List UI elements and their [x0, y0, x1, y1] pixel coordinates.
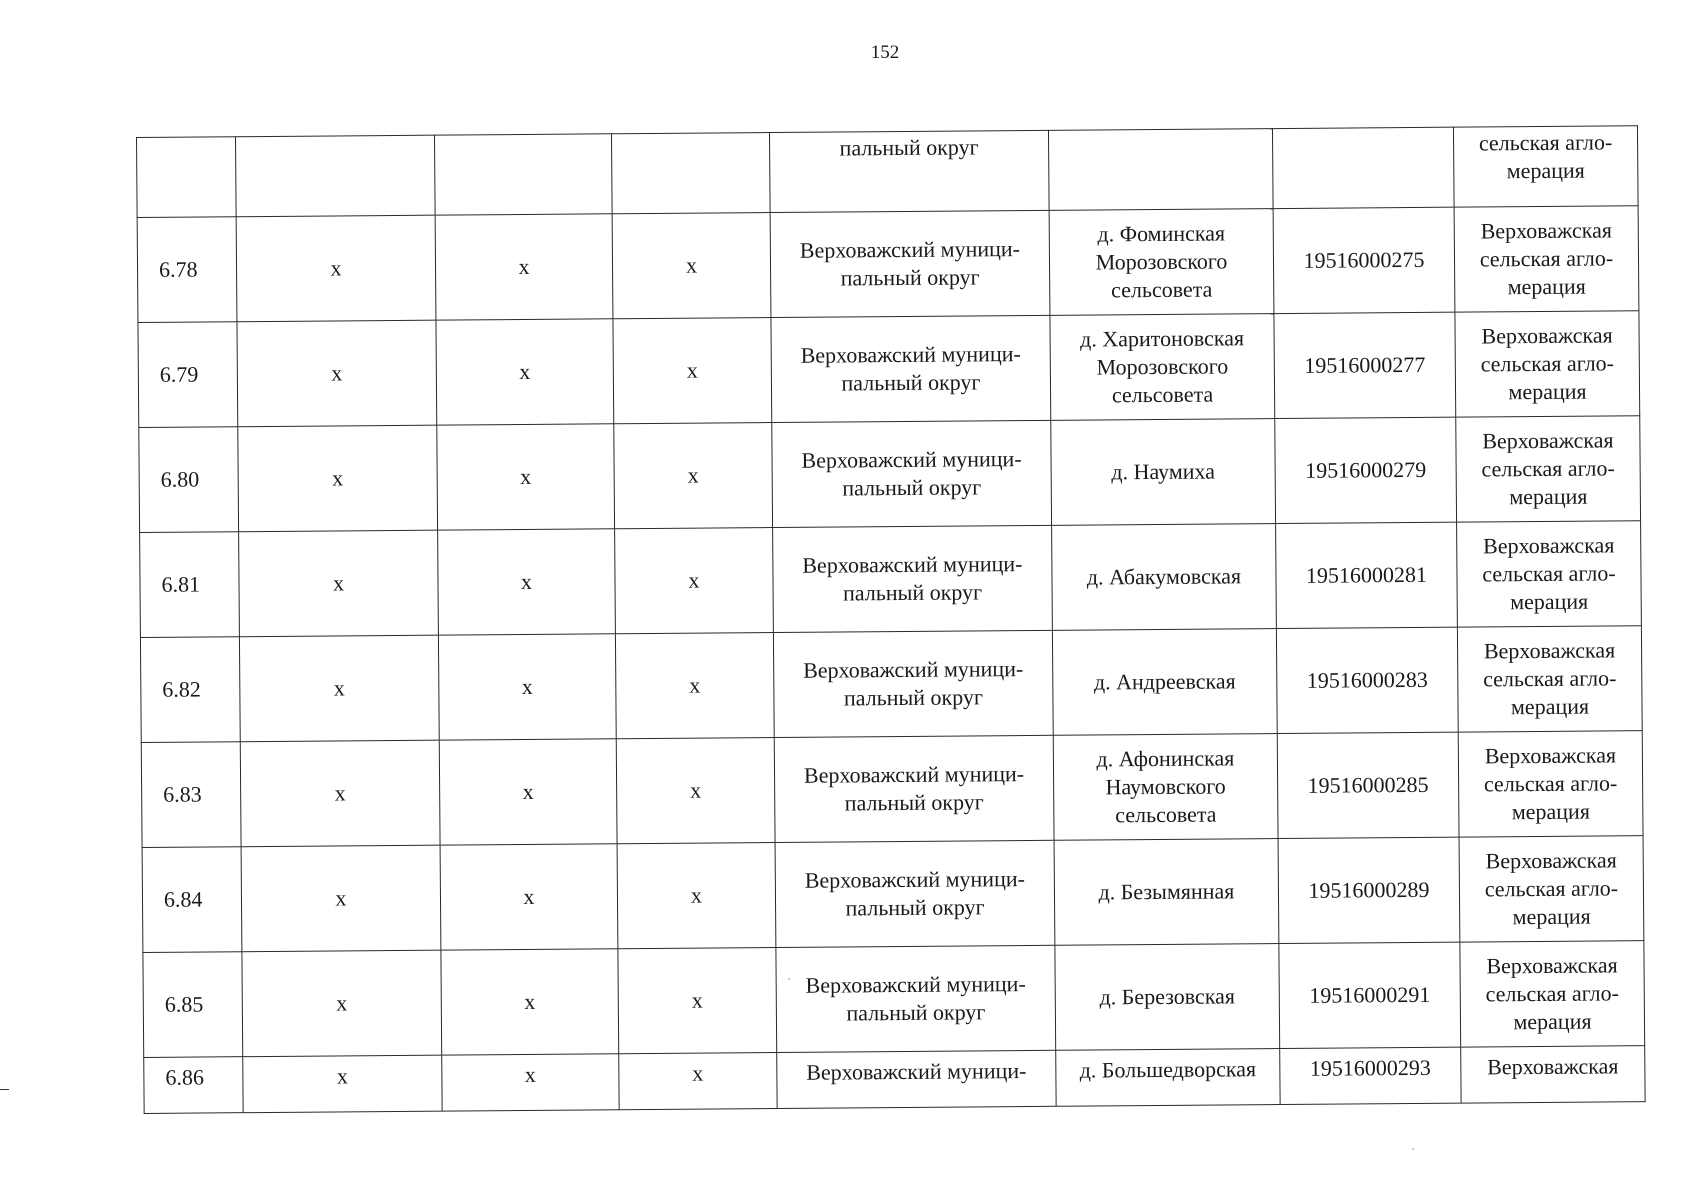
- agglomeration-line: Верховажская: [1487, 1053, 1619, 1080]
- cell-code: [1279, 942, 1461, 1048]
- cell-col3: [434, 134, 612, 215]
- cell-col4: [619, 1052, 777, 1109]
- agglomeration-line: мерация: [1508, 378, 1587, 405]
- code-text: 19516000285: [1307, 771, 1429, 798]
- num-text: 6.86: [165, 1064, 204, 1090]
- agglomeration-line: мерация: [1510, 693, 1590, 720]
- agglomeration-line: Верховажская: [1485, 847, 1617, 874]
- col3-text: х: [524, 988, 536, 1014]
- municipality-line: пальный округ: [845, 894, 985, 921]
- col2-text: х: [333, 675, 345, 701]
- cell-num: [138, 322, 238, 428]
- municipality-line: Верховажский муници-: [803, 656, 1024, 683]
- num-text: 6.85: [164, 991, 204, 1017]
- municipality-line: пальный округ: [840, 264, 980, 291]
- col4-text: х: [686, 357, 698, 383]
- table-row: [143, 941, 1645, 1058]
- settlement-line: д. Абакумовская: [1086, 563, 1242, 590]
- margin-mark: [0, 1089, 9, 1090]
- cell-agglomeration: [1455, 311, 1640, 417]
- num-text: 6.81: [161, 571, 201, 597]
- agglomeration-line: сельская агло-: [1485, 980, 1620, 1007]
- agglomeration-line: мерация: [1511, 798, 1590, 825]
- cell-municipality: [773, 525, 1053, 632]
- agglomeration-line: сельская агло-: [1478, 129, 1613, 156]
- agglomeration-line: мерация: [1507, 273, 1586, 300]
- continuation-row: [137, 126, 1639, 218]
- cell-col3: [436, 319, 614, 425]
- cell-agglomeration: [1454, 206, 1639, 312]
- settlement-line: д. Харитоновская: [1080, 325, 1245, 352]
- code-text: 19516000281: [1305, 561, 1428, 588]
- cell-num: [143, 952, 243, 1058]
- cell-col3: [435, 214, 613, 320]
- cell-code: [1272, 127, 1454, 208]
- settlement-line: Морозовского: [1096, 353, 1229, 380]
- cell-col3: [438, 529, 616, 635]
- col2-text: х: [332, 570, 345, 596]
- settlement-line: Наумовского: [1105, 773, 1226, 800]
- cell-num: [141, 742, 241, 848]
- municipality-line: пальный округ: [842, 474, 982, 501]
- cell-num: [137, 217, 237, 323]
- agglomeration-line: мерация: [1509, 483, 1588, 510]
- agglomeration-line: сельская агло-: [1484, 875, 1619, 902]
- cell-code: [1280, 1047, 1461, 1104]
- num-text: 6.80: [160, 466, 200, 492]
- cell-col4: [618, 947, 777, 1053]
- agglomeration-line: сельская агло-: [1479, 245, 1614, 272]
- code-text: 19516000279: [1305, 456, 1427, 483]
- code-text: 19516000291: [1309, 981, 1431, 1008]
- cell-col4: [614, 423, 773, 529]
- cell-col2: [240, 740, 440, 847]
- agglomeration-line: Верховажская: [1484, 742, 1617, 769]
- cell-code: [1276, 522, 1458, 628]
- table-row: [140, 626, 1642, 743]
- municipality-line: Верховажский муници-: [801, 446, 1022, 473]
- cell-agglomeration: [1461, 1046, 1645, 1103]
- table-row: [144, 1046, 1645, 1114]
- cell-col2: [243, 1055, 442, 1113]
- col3-text: х: [523, 883, 535, 909]
- cell-col3: [441, 949, 619, 1055]
- cell-code: [1274, 312, 1456, 418]
- col2-text: х: [335, 885, 347, 911]
- agglomeration-line: сельская агло-: [1480, 350, 1615, 377]
- agglomeration-line: Верховажская: [1486, 952, 1618, 979]
- cell-municipality: [775, 840, 1055, 947]
- col3-text: х: [522, 778, 534, 804]
- cell-agglomeration: [1453, 126, 1638, 207]
- municipality-line: Верховажский муници-: [802, 551, 1023, 578]
- cell-num: [144, 1057, 243, 1114]
- settlement-line: д. Андреевская: [1093, 668, 1236, 695]
- code-text: 19516000275: [1303, 246, 1425, 273]
- col4-text: х: [691, 987, 703, 1013]
- cell-code: [1277, 732, 1459, 838]
- code-text: 19516000277: [1304, 351, 1426, 378]
- col3-text: х: [524, 1061, 536, 1087]
- cell-num: [142, 847, 242, 953]
- cell-num: [140, 532, 240, 638]
- cell-col2: [239, 530, 439, 637]
- cell-agglomeration: [1460, 941, 1645, 1047]
- cell-settlement: [1055, 944, 1280, 1051]
- cell-settlement: [1050, 314, 1275, 421]
- settlement-line: сельсовета: [1111, 381, 1214, 408]
- col4-text: х: [688, 567, 700, 593]
- cell-settlement: [1051, 419, 1276, 526]
- col2-text: х: [336, 990, 348, 1016]
- agglomeration-line: Верховажская: [1483, 637, 1616, 664]
- settlements-table: [136, 125, 1646, 1114]
- cell-settlement: [1049, 209, 1274, 316]
- page-number: 152: [870, 42, 900, 63]
- table-row: [142, 836, 1644, 953]
- settlement-line: д. Большедворская: [1079, 1056, 1257, 1083]
- cell-col2: [238, 425, 438, 532]
- municipality-line: пальный округ: [843, 579, 983, 606]
- code-text: 19516000289: [1308, 876, 1430, 903]
- agglomeration-line: мерация: [1506, 157, 1585, 184]
- code-text: 19516000283: [1306, 666, 1428, 693]
- cell-col2: [236, 215, 436, 322]
- settlement-line: сельсовета: [1111, 276, 1213, 303]
- agglomeration-line: сельская агло-: [1482, 560, 1616, 587]
- col4-text: х: [687, 462, 699, 488]
- cell-code: [1273, 207, 1455, 313]
- cell-settlement: [1054, 839, 1279, 946]
- agglomeration-line: сельская агло-: [1483, 665, 1617, 692]
- agglomeration-line: Верховажская: [1482, 427, 1614, 454]
- table-row: [141, 731, 1643, 848]
- municipality-line: пальный округ: [843, 684, 984, 711]
- municipality-text: пальный округ: [839, 134, 979, 161]
- cell-col4: [616, 738, 775, 844]
- col4-text: х: [689, 672, 701, 698]
- cell-municipality: [777, 1050, 1056, 1108]
- cell-agglomeration: [1459, 836, 1644, 942]
- cell-settlement: [1048, 129, 1273, 211]
- cell-municipality: [769, 130, 1049, 212]
- cell-municipality: [771, 315, 1051, 422]
- cell-agglomeration: [1457, 521, 1642, 627]
- cell-col3: [439, 739, 617, 845]
- col4-text: х: [692, 1060, 704, 1086]
- col3-text: х: [519, 358, 531, 384]
- cell-col2: [239, 635, 439, 742]
- municipality-line: пальный округ: [844, 789, 984, 816]
- cell-col2: [237, 320, 437, 427]
- cell-col4: [617, 843, 776, 949]
- agglomeration-line: мерация: [1512, 903, 1591, 930]
- municipality-line: Верховажский муници-: [799, 236, 1021, 263]
- col2-text: х: [336, 1063, 348, 1089]
- cell-code: [1275, 417, 1457, 523]
- num-text: 6.83: [163, 781, 202, 807]
- col3-text: х: [520, 463, 532, 489]
- cell-col4: [615, 633, 774, 739]
- cell-col2: [241, 845, 441, 952]
- settlement-line: д. Афонинская: [1096, 745, 1235, 772]
- settlement-line: сельсовета: [1115, 801, 1217, 828]
- cell-municipality: [772, 420, 1052, 527]
- table-row: [139, 416, 1641, 533]
- num-text: 6.78: [158, 256, 198, 282]
- cell-municipality: [774, 735, 1054, 842]
- col3-text: х: [520, 568, 533, 594]
- cell-municipality: [770, 210, 1050, 317]
- agglomeration-line: мерация: [1510, 588, 1589, 615]
- cell-municipality: [773, 630, 1053, 737]
- table-row: [137, 206, 1639, 323]
- cell-col3: [440, 844, 618, 950]
- municipality-line: Верховажский муници-: [806, 1058, 1027, 1085]
- col2-text: х: [332, 465, 344, 491]
- col4-text: х: [685, 252, 698, 278]
- scan-speck: [1412, 1148, 1414, 1150]
- cell-settlement: [1053, 734, 1278, 841]
- cell-code: [1278, 837, 1460, 943]
- num-text: 6.79: [159, 361, 199, 387]
- cell-col4: [612, 213, 771, 319]
- agglomeration-line: Верховажская: [1480, 217, 1613, 244]
- cell-agglomeration: [1458, 731, 1643, 837]
- settlement-line: д. Фоминская: [1097, 220, 1226, 247]
- cell-settlement: [1052, 524, 1277, 631]
- cell-agglomeration: [1457, 626, 1642, 732]
- col3-text: х: [521, 673, 533, 699]
- table-body: [137, 126, 1646, 1114]
- agglomeration-line: Верховажская: [1483, 532, 1615, 559]
- table-row: [138, 311, 1640, 428]
- col2-text: х: [334, 780, 346, 806]
- cell-code: [1276, 627, 1458, 733]
- agglomeration-line: сельская агло-: [1481, 455, 1615, 482]
- municipality-line: Верховажский муници-: [800, 341, 1021, 368]
- cell-settlement: [1056, 1049, 1280, 1107]
- municipality-line: пальный округ: [841, 369, 981, 396]
- num-text: 6.82: [162, 676, 201, 702]
- cell-col2: [242, 950, 442, 1057]
- cell-col3: [437, 424, 615, 530]
- col2-text: х: [330, 255, 342, 281]
- col4-text: х: [690, 777, 702, 803]
- municipality-line: пальный округ: [846, 999, 986, 1026]
- municipality-line: Верховажский муници-: [804, 866, 1025, 893]
- cell-num: [139, 427, 239, 533]
- settlement-line: Морозовского: [1095, 248, 1228, 275]
- cell-col4: [613, 318, 772, 424]
- agglomeration-line: Верховажская: [1481, 322, 1613, 349]
- settlement-line: д. Безымянная: [1098, 878, 1235, 905]
- agglomeration-line: сельская агло-: [1483, 770, 1618, 797]
- num-text: 6.84: [163, 886, 203, 912]
- settlement-line: д. Березовская: [1099, 983, 1236, 1010]
- table-row: [140, 521, 1642, 638]
- cell-num: [137, 137, 237, 218]
- cell-settlement: [1052, 629, 1277, 736]
- cell-num: [140, 637, 240, 743]
- cell-municipality: [776, 945, 1056, 1052]
- cell-agglomeration: [1456, 416, 1641, 522]
- cell-col3: [438, 634, 616, 740]
- municipality-line: Верховажский муници-: [805, 971, 1026, 998]
- municipality-line: Верховажский муници-: [803, 761, 1025, 788]
- col2-text: х: [331, 360, 343, 386]
- cell-col4: [615, 528, 774, 634]
- col3-text: х: [518, 253, 530, 279]
- agglomeration-line: мерация: [1513, 1008, 1592, 1035]
- settlement-line: д. Наумиха: [1111, 458, 1216, 485]
- col4-text: х: [690, 882, 703, 908]
- cell-col2: [236, 135, 436, 217]
- cell-col4: [611, 133, 770, 214]
- cell-col3: [442, 1054, 619, 1111]
- code-text: 19516000293: [1309, 1054, 1431, 1081]
